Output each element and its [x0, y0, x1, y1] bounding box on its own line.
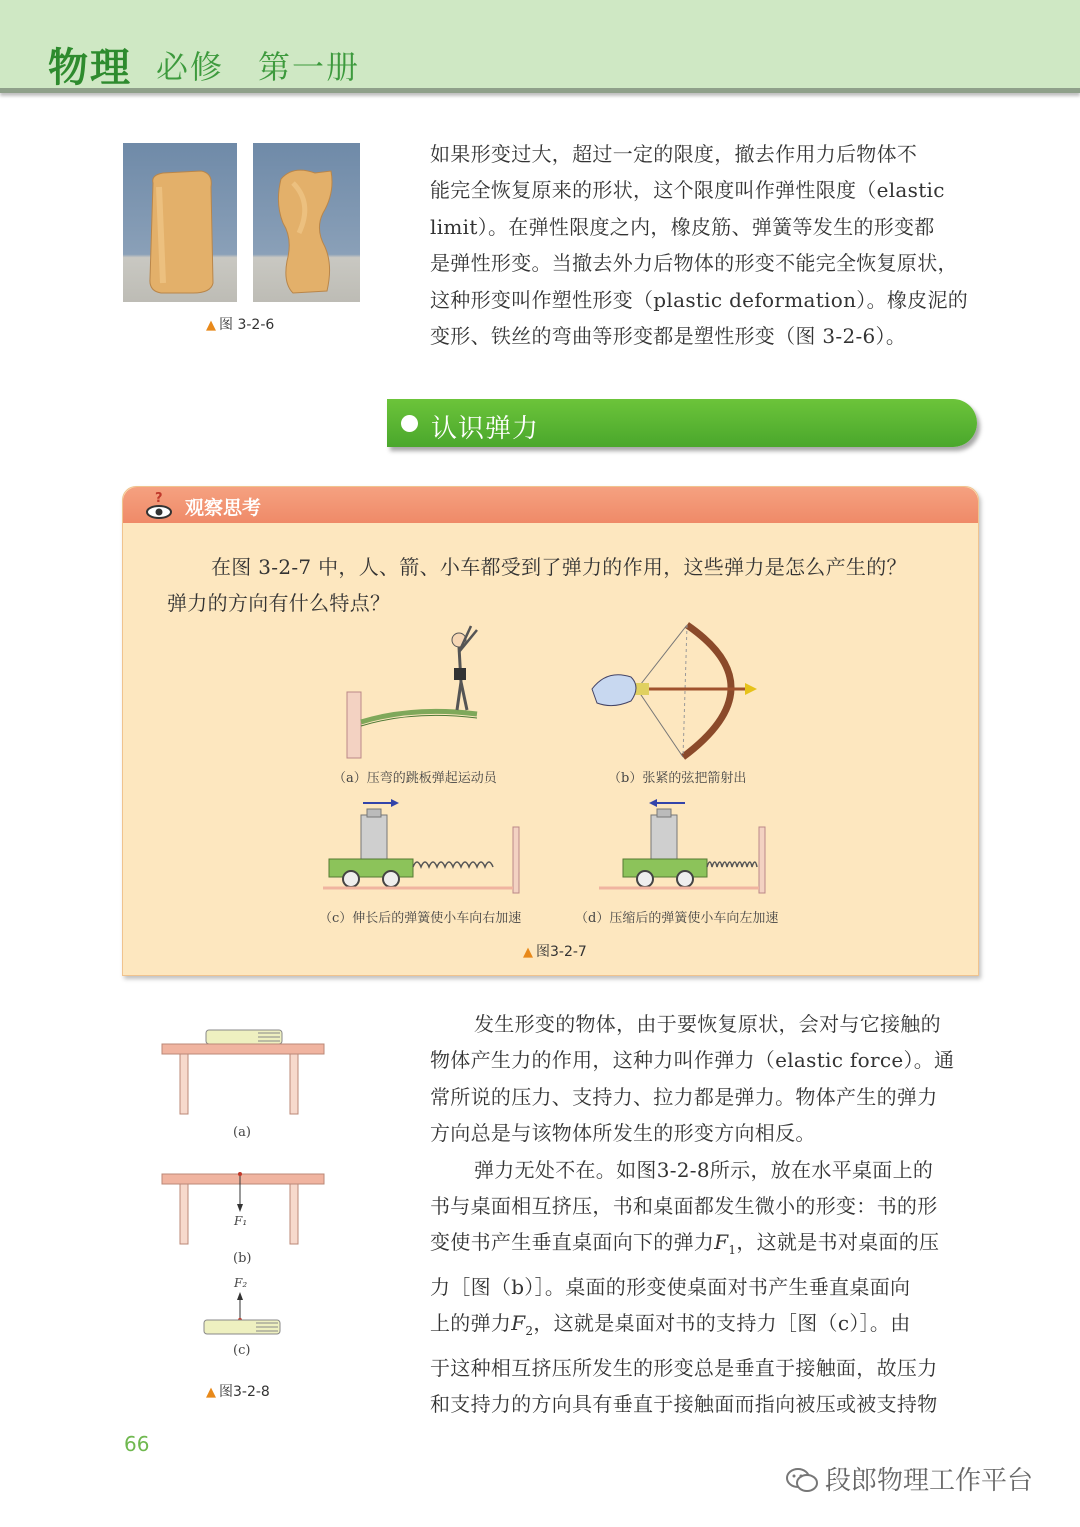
text-line: 方向总是与该物体所发生的形变方向相反。	[430, 1121, 816, 1146]
text-line: 弹力的方向有什么特点？	[167, 591, 391, 616]
text-line: 物体产生力的作用，这种力叫作弹力（elastic force）。通	[430, 1048, 955, 1073]
observe-think-box	[122, 486, 979, 976]
force-label-f1: F₁	[234, 1214, 248, 1228]
paragraph-elastic-limit	[430, 136, 968, 354]
diagram-book-on-table	[158, 1028, 328, 1128]
book-subtitle: 必修 第一册	[156, 48, 361, 86]
text-line: 弹力无处不在。如图3-2-8所示，放在水平桌面上的	[474, 1157, 934, 1182]
text-line: 和支持力的方向具有垂直于接触面而指向被压或被支持物	[430, 1392, 938, 1417]
text-line: 上的弹力$F_2$，这就是桌面对书的支持力［图（c）］。由	[430, 1311, 911, 1339]
fig-3-2-8-label-c: (c)	[233, 1343, 251, 1358]
text-line: 是弹性形变。当撤去外力后物体的形变不能完全恢复原状，	[430, 251, 958, 276]
eye-question-icon	[143, 491, 177, 521]
text-line: 发生形变的物体，由于要恢复原状，会对与它接触的	[474, 1012, 941, 1036]
text-line: 力［图（b）］。桌面的形变使桌面对书产生垂直桌面向	[430, 1274, 911, 1299]
caption-b: （b）张紧的弦把箭射出	[608, 771, 747, 786]
fig-3-2-7-caption: ▲ 图3-2-7	[523, 944, 587, 960]
text-line: 书与桌面相互挤压，书和桌面都发生微小的形变：书的形	[430, 1194, 938, 1219]
diagram-cart-stretched	[323, 797, 533, 897]
force-var-f2: F	[511, 1311, 526, 1336]
text-line: 变使书产生垂直桌面向下的弹力$F_1$，这就是书对桌面的压	[430, 1230, 940, 1258]
fig-3-2-6-caption: ▲ 图 3-2-6	[206, 317, 275, 333]
paragraph-elastic-force	[430, 1006, 954, 1422]
diagram-diving-board	[343, 622, 493, 762]
text-line: 常所说的压力、支持力、拉力都是弹力。物体产生的弹力	[430, 1084, 938, 1109]
fig-3-2-8-label-b: (b)	[233, 1251, 252, 1266]
book-title: 物理	[48, 45, 132, 91]
svg-text:?: ?	[155, 491, 163, 506]
text-line: 如果形变过大，超过一定的限度，撤去作用力后物体不	[430, 142, 918, 166]
fig-3-2-8-caption: ▲ 图3-2-8	[206, 1384, 270, 1400]
observe-box-header	[123, 487, 978, 523]
force-var-f1: F	[714, 1230, 729, 1255]
triangle-marker-icon: ▲	[206, 1385, 216, 1400]
photo-clay-after	[253, 143, 360, 302]
photo-clay-before	[123, 143, 237, 302]
diagram-cart-compressed	[593, 797, 793, 897]
force-label-f2: F₂	[234, 1276, 248, 1290]
page-number: 66	[124, 1432, 150, 1456]
triangle-marker-icon: ▲	[523, 945, 533, 960]
text-line: 这种形变叫作塑性形变（plastic deformation）。橡皮泥的	[430, 287, 969, 312]
observe-box-title: 观察思考	[185, 497, 262, 519]
caption-c: （c）伸长后的弹簧使小车向右加速	[319, 911, 522, 926]
bullet-dot-icon	[401, 415, 418, 432]
text-line: 在图 3-2-7 中，人、箭、小车都受到了弹力的作用，这些弹力是怎么产生的？	[211, 555, 907, 579]
text-line: limit）。在弹性限度之内，橡皮筋、弹簧等发生的形变都	[430, 214, 935, 239]
text-line: 于这种相互挤压所发生的形变总是垂直于接触面，故压力	[430, 1355, 938, 1380]
caption-d: （d）压缩后的弹簧使小车向左加速	[575, 911, 779, 926]
watermark: 段郎物理工作平台	[785, 1460, 1033, 1497]
diagram-book-force	[198, 1290, 288, 1336]
caption-a: （a）压弯的跳板弹起运动员	[333, 771, 497, 786]
triangle-marker-icon: ▲	[206, 318, 216, 333]
wechat-icon	[785, 1466, 819, 1494]
text-line: 变形、铁丝的弯曲等形变都是塑性形变（图 3-2-6）。	[430, 324, 907, 349]
observe-question	[167, 549, 907, 622]
diagram-bow	[587, 617, 767, 762]
text-line: 能完全恢复原来的形状，这个限度叫作弹性限度（elastic	[430, 178, 945, 203]
section-title: 认识弹力	[431, 414, 540, 444]
page-header	[0, 0, 1080, 93]
fig-3-2-8-label-a: (a)	[233, 1125, 251, 1140]
section-heading	[387, 399, 977, 447]
diagram-table-force	[158, 1170, 328, 1250]
